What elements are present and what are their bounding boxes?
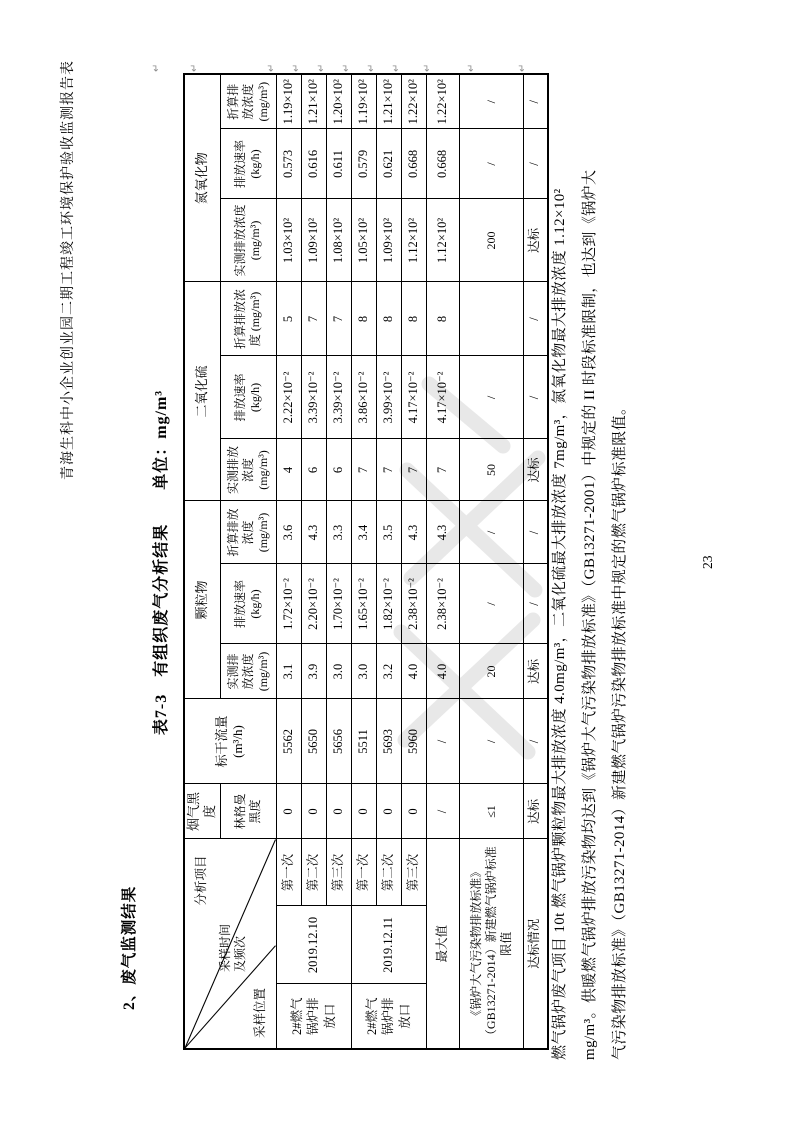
paragraph-mark-icon: ↵	[341, 63, 352, 72]
table-cell: 1.19×10²	[351, 74, 376, 129]
paragraph-mark-icon: ↵	[189, 63, 200, 72]
table-cell: 0	[351, 784, 376, 839]
table-row	[276, 74, 301, 1049]
table-cell: 50	[459, 439, 523, 501]
frequency-cell: 第一次	[276, 839, 301, 906]
sampling-date-cell: 2019.12.11	[351, 906, 426, 984]
table-cell: /	[523, 699, 548, 784]
table-cell: 4.0	[426, 644, 459, 699]
table-cell: 1.72×10⁻²	[276, 564, 301, 644]
table-cell: 4.17×10⁻²	[401, 356, 426, 439]
paragraph-mark-icon: ↵	[316, 63, 327, 72]
table-cell: 3.5	[376, 501, 401, 564]
table-cell: 4.3	[401, 501, 426, 564]
frequency-cell: 第三次	[401, 839, 426, 906]
table-cell: 0.668	[401, 129, 426, 199]
table-cell: 1.21×10²	[376, 74, 401, 129]
table-cell: /	[459, 501, 523, 564]
header-pm-rate: 排放速率 (kg/h)	[220, 564, 276, 644]
notes-line: mg/m³。供暖燃气锅炉排放污染物均达到《锅炉大气污染物排放标准》（GB13271-2001）中规定的 II 时段标准限制，也达到《锅炉大	[582, 169, 598, 1060]
table-cell: 3.0	[326, 644, 351, 699]
table-cell: /	[426, 699, 459, 784]
table-cell: 7	[326, 282, 351, 356]
table-row	[426, 74, 459, 1049]
table-cell: 1.82×10⁻²	[376, 564, 401, 644]
paragraph-mark-icon: ↵	[517, 63, 528, 72]
table-cell: /	[459, 699, 523, 784]
diagonal-label-sampling-time: 采样时间 及频次	[218, 923, 247, 972]
frequency-cell: 第二次	[376, 839, 401, 906]
diagonal-header-cell	[184, 839, 276, 1049]
table-cell: 4.3	[301, 501, 326, 564]
table-cell: 4	[276, 439, 301, 501]
table-cell: 3.1	[276, 644, 301, 699]
table-row	[351, 74, 376, 1049]
table-cell: 2.20×10⁻²	[301, 564, 326, 644]
table-cell: 0	[301, 784, 326, 839]
table-cell: 8	[376, 282, 401, 356]
table-cell: 7	[401, 439, 426, 501]
table-cell: 5	[276, 282, 301, 356]
table-cell: 3.39×10⁻²	[301, 356, 326, 439]
table-cell	[459, 282, 523, 356]
table-cell: 4.0	[401, 644, 426, 699]
table-cell: 3.3	[326, 501, 351, 564]
header-smoke-blackness: 烟气黑度	[184, 784, 220, 839]
table-row	[326, 74, 351, 1049]
frequency-cell: 第二次	[301, 839, 326, 906]
header-pm-converted: 折算排放浓度 (mg/m³)	[220, 501, 276, 564]
paragraph-mark-icon: ↵	[151, 63, 162, 72]
table-cell: 1.21×10²	[301, 74, 326, 129]
table-cell: /	[459, 74, 523, 129]
header-group-nox: 氮氧化物	[184, 74, 220, 282]
table-cell: 0.573	[276, 129, 301, 199]
header-so2-converted: 折算排放浓度 (mg/m³)	[220, 282, 276, 356]
table-row	[376, 74, 401, 1049]
table-cell: /	[523, 356, 548, 439]
table-cell: 3.9	[301, 644, 326, 699]
table-cell: /	[523, 501, 548, 564]
header-so2-rate: 排放速率 (kg/h)	[220, 356, 276, 439]
table-cell: 1.09×10²	[301, 199, 326, 282]
sampling-position-cell: 2#燃气锅炉排放口	[351, 984, 426, 1049]
header-group-particulate: 颗粒物	[184, 501, 220, 699]
header-ringelmann: 林格曼黑度	[220, 784, 276, 839]
table-cell: /	[459, 356, 523, 439]
table-cell: 0	[401, 784, 426, 839]
table-cell: 6	[326, 439, 351, 501]
table-row	[401, 74, 426, 1049]
table-cell: 20	[459, 644, 523, 699]
table-cell: 5960	[401, 699, 426, 784]
table-cell: 1.65×10⁻²	[351, 564, 376, 644]
table-cell: 0.621	[376, 129, 401, 199]
table-cell: 4.3	[426, 501, 459, 564]
table-cell: 8	[426, 282, 459, 356]
diagonal-label-analysis-item: 分析项目	[194, 855, 208, 906]
sampling-date-cell: 2019.12.10	[276, 906, 351, 984]
table-row	[301, 74, 326, 1049]
table-cell: /	[523, 564, 548, 644]
header-pm-measured: 实测排放浓度 (mg/m³)	[220, 644, 276, 699]
table-cell: 5511	[351, 699, 376, 784]
table-cell: /	[426, 784, 459, 839]
paragraph-mark-icon: ↵	[422, 63, 433, 72]
table-cell: 5650	[301, 699, 326, 784]
paragraph-mark-icon: ↵	[291, 63, 302, 72]
table-cell: 0	[276, 784, 301, 839]
table-cell: 2.38×10⁻²	[401, 564, 426, 644]
header-standard-dry-flow: 标干流量 (m³/h)	[184, 699, 276, 784]
table-cell: 4.17×10⁻²	[426, 356, 459, 439]
table-cell: 1.12×10²	[401, 199, 426, 282]
monitoring-results-table	[183, 73, 549, 1050]
table-cell: 3.99×10⁻²	[376, 356, 401, 439]
frequency-cell: 第三次	[326, 839, 351, 906]
table-cell: 1.05×10²	[351, 199, 376, 282]
notes-line: 燃气锅炉废气项目 10t 燃气锅炉颗粒物最大排放浓度 4.0mg/m³，二氧化硫最大排放浓度 7mg/m³，氮氧化物最大排放浓度 1.12×10²	[552, 188, 568, 1060]
table-title: 表7-3 有组织废气分析结果 单位：mg/m³	[153, 389, 170, 736]
header-so2-measured: 实测排放浓度 (mg/m³)	[220, 439, 276, 501]
table-cell: 达标	[523, 439, 548, 501]
table-cell: 达标	[523, 199, 548, 282]
standard-limit-label: 《锅炉大气污染物排放标准》（GB13271-2014）新建燃气锅炉标准限值	[459, 839, 523, 1049]
table-cell: 1.70×10⁻²	[326, 564, 351, 644]
header-nox-converted: 折算排放浓度 (mg/m³)	[220, 74, 276, 129]
table-cell: 8	[351, 282, 376, 356]
table-cell: 3.0	[351, 644, 376, 699]
header-group-so2: 二氧化硫	[184, 282, 220, 501]
paragraph-mark-icon: ↵	[366, 63, 377, 72]
compliance-status-label: 达标情况	[523, 839, 548, 1049]
table-cell: 7	[351, 439, 376, 501]
page-number: 23	[700, 555, 715, 569]
table-cell: 7	[426, 439, 459, 501]
section-heading: 2、废气监测结果	[121, 885, 138, 1010]
table-cell: 达标	[523, 644, 548, 699]
table-cell: 1.12×10²	[426, 199, 459, 282]
table-cell: 0	[376, 784, 401, 839]
max-value-label: 最大值	[426, 839, 459, 1049]
table-cell: 3.4	[351, 501, 376, 564]
paragraph-mark-icon: ↵	[466, 63, 477, 72]
table-cell: 5693	[376, 699, 401, 784]
document-header: 青海生科中小企业创业园二期工程竣工环境保护验收监测报告表	[61, 60, 76, 480]
table-cell: /	[523, 282, 548, 356]
table-cell: 6	[301, 439, 326, 501]
table-cell: /	[523, 74, 548, 129]
notes-paragraph	[545, 70, 635, 1060]
table-cell: 1.22×10²	[426, 74, 459, 129]
table-cell: 0.611	[326, 129, 351, 199]
table-row	[184, 74, 220, 1049]
table-cell: 8	[401, 282, 426, 356]
table-cell: 5562	[276, 699, 301, 784]
sampling-position-cell: 2#燃气锅炉排放口	[276, 984, 351, 1049]
paragraph-mark-icon: ↵	[391, 63, 402, 72]
paragraph-mark-icon: ↵	[266, 63, 277, 72]
table-cell: 7	[376, 439, 401, 501]
table-cell: 7	[301, 282, 326, 356]
table-cell: 3.6	[276, 501, 301, 564]
table-cell: 达标	[523, 784, 548, 839]
table-cell: 3.39×10⁻²	[326, 356, 351, 439]
header-nox-rate: 排放速率 (kg/h)	[220, 129, 276, 199]
table-cell: /	[459, 129, 523, 199]
header-nox-measured: 实测排放浓度 (mg/m³)	[220, 199, 276, 282]
table-cell: 1.19×10²	[276, 74, 301, 129]
table-cell: 2.22×10⁻²	[276, 356, 301, 439]
table-cell: /	[523, 129, 548, 199]
table-cell: 3.2	[376, 644, 401, 699]
table-cell: 0.616	[301, 129, 326, 199]
frequency-cell: 第一次	[351, 839, 376, 906]
table-cell: ≤1	[459, 784, 523, 839]
table-cell: 1.20×10²	[326, 74, 351, 129]
table-cell: 2.38×10⁻²	[426, 564, 459, 644]
table-cell: 5656	[326, 699, 351, 784]
table-cell: 1.22×10²	[401, 74, 426, 129]
table-cell: 3.86×10⁻²	[351, 356, 376, 439]
table-cell: 1.09×10²	[376, 199, 401, 282]
table-cell: 1.08×10²	[326, 199, 351, 282]
notes-line: 气污染物排放标准》（GB13271-2014）新建燃气锅炉污染物排放标准中规定的燃气锅炉标准限值。	[612, 399, 628, 1060]
table-cell: 0.579	[351, 129, 376, 199]
table-cell: /	[459, 564, 523, 644]
table-cell: 200	[459, 199, 523, 282]
table-row	[459, 74, 523, 1049]
table-cell: 1.03×10²	[276, 199, 301, 282]
table-cell: 0.668	[426, 129, 459, 199]
diagonal-label-sampling-position: 采样位置	[252, 987, 267, 1038]
table-cell: 0	[326, 784, 351, 839]
